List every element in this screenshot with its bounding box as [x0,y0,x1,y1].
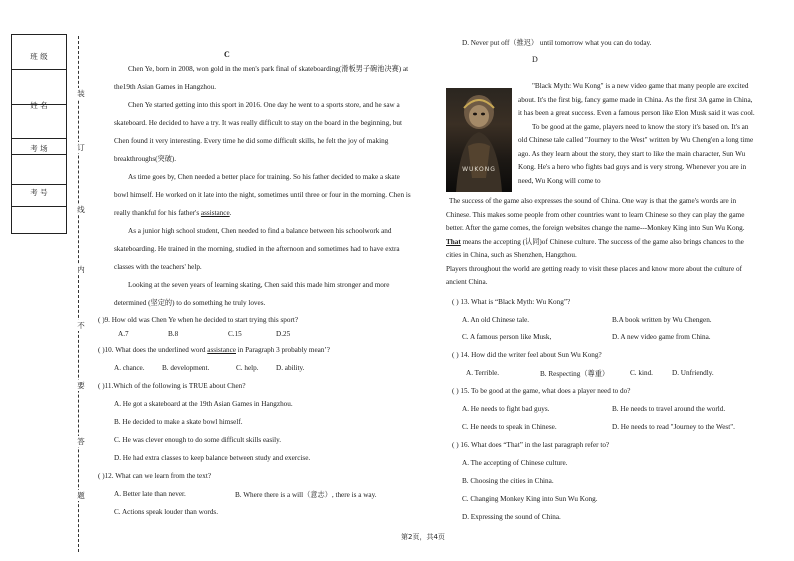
section-c-passage [114,60,412,312]
passage-paragraph: Players throughout the world are getting ready to visit these places and know more about the culture of ancient China. [446,264,743,286]
binding-char: 线 [75,204,87,215]
option[interactable]: C.15 [228,330,242,338]
option[interactable]: C. Actions speak louder than words. [114,508,219,516]
page-number: 第2页，共4页 [401,533,445,541]
question-12: ( )12. What can we learn from the text? [98,472,212,480]
passage-paragraph: As a junior high school student, Chen needed to find a balance between his schoolwork and skateboarding. He trained in the morning, studied in the afternoon and sometimes had to have extra classes with the teachers' help. [114,227,400,271]
section-c-heading: C [224,50,230,59]
option[interactable]: C. He was clever enough to do some difficult skills easily. [114,436,282,444]
option[interactable]: A. Better late than never. [114,490,186,498]
option[interactable]: D. Never put off（推迟） until tomorrow what you can do today. [462,39,652,47]
question-11: ( )11.Which of the following is TRUE about Chen? [98,382,246,390]
passage-paragraph: Chen Ye started getting into this sport in 2016. One day he went to a sports store, and he saw a skateboard. He decided to have a try. It was really difficult to stay on the board in the beginning, but Chen found it very interesting. Every time he did some difficult skills, he felt the joy of making breakthroughs(突破). [114,101,403,163]
exam-no-blank[interactable] [12,206,66,232]
question-16: ( ) 16. What does “That” in the last paragraph refer to? [452,441,610,449]
binding-char: 题 [75,490,87,501]
option[interactable]: C. Changing Monkey King into Sun Wu Kong. [462,495,598,503]
option[interactable]: B. He decided to make a skate bowl himself. [114,418,243,426]
option[interactable]: D.25 [276,330,291,338]
option[interactable]: B. Respecting（尊重） [540,370,610,378]
option[interactable]: A. chance. [114,364,145,372]
section-d-passage-bottom [446,195,758,290]
exam-room-row [12,123,66,155]
option[interactable]: A. An old Chinese tale. [462,316,530,324]
option[interactable]: D. Unfriendly. [672,369,714,377]
name-label: 姓 名 [30,101,48,110]
passage-paragraph: The success of the game also expresses the sound of China. One way is that the game's words are in Chinese. This makes some people from other countries want to learn Chinese so they can play the game better. After the game comes, the foreign websites change the name---Monkey King into Sun Wu Kong. [446,197,745,232]
option[interactable]: A. He got a skateboard at the 19th Asian Games in Hangzhou. [114,400,293,408]
game-poster-image [446,88,512,192]
option[interactable]: B. Where there is a will（意志）, there is a way. [235,491,377,499]
question-14: ( ) 14. How did the writer feel about Sun Wu Kong? [452,351,602,359]
binding-char: 内 [75,264,87,275]
option[interactable]: B. development. [162,364,210,372]
option[interactable]: A. Terrible. [466,369,500,377]
option[interactable]: A.7 [118,330,129,338]
passage-text: As time goes by, Chen needed a better place for training. So his father decided to make a skate bowl himself. He worked on it late into the night, sometimes until three or four in the morning. Chen is really thankful for his father's [114,173,411,217]
underlined-word: assistance [207,346,236,354]
passage-paragraph: As time goes by, Chen needed a better place for training. So his father decided to make a skate bowl himself. He worked on it late into the night, sometimes until three or four in the morning. Chen is really thankful for his father's assistance. [114,173,411,217]
poster-caption: WUKONG [462,166,496,173]
passage-paragraph: Chen Ye, born in 2008, won gold in the men's park final of skateboarding(滑板男子碗池决赛) at the19th Asian Games in Hangzhou. [114,65,409,91]
binding-char: 不 [75,320,87,331]
exam-room-label: 考 场 [30,144,48,153]
binding-char: 要 [75,380,87,391]
question-10: ( )10. What does the underlined word assistance in Paragraph 3 probably mean’? [98,346,331,354]
that-word: That [446,237,461,246]
option[interactable]: B. Choosing the cities in China. [462,477,554,485]
option[interactable]: A. The accepting of Chinese culture. [462,459,568,467]
underlined-word: assistance [200,209,230,217]
option[interactable]: C. He needs to speak in Chinese. [462,423,557,431]
exam-room-blank[interactable] [12,154,66,185]
student-info-box [11,34,67,234]
question-15: ( ) 15. To be good at the game, what does a player need to do? [452,387,631,395]
option[interactable]: C. A famous person like Musk, [462,333,552,341]
binding-char: 装 [75,88,87,99]
exam-no-label: 考 号 [30,188,48,197]
option[interactable]: A. He needs to fight bad guys. [462,405,550,413]
option[interactable]: B.A book written by Wu Chengen. [612,316,712,324]
passage-paragraph: "Black Myth: Wu Kong" is a new video game that many people are excited about. It's the first big, fancy game made in China. As the first 3A game in China, it has been a great success. Even a famous person like Elon Musk said it was cool. [518,82,755,117]
monkey-king-figure [446,88,512,192]
passage-paragraph: Looking at the seven years of learning skating, Chen said this made him stronger and more determined (坚定的) to do something he truly loves. [114,281,390,307]
passage-paragraph: That means the accepting (认同)of Chinese culture. The success of the game also brings chances to the cities in China, such as Shenzhen, Hangzhou. [446,237,744,259]
class-row [12,35,66,70]
binding-char: 答 [75,436,87,447]
section-d-heading: D [532,55,538,64]
option[interactable]: D. ability. [276,364,305,372]
option[interactable]: C. kind. [630,369,653,377]
option[interactable]: B.8 [168,330,179,338]
option[interactable]: D. He had extra classes to keep balance between study and exercise. [114,454,311,462]
binding-line [78,36,79,552]
option[interactable]: D. A new video game from China. [612,333,711,341]
passage-paragraph: To be good at the game, players need to know the story it's based on. It's an old Chinese tale called "Journey to the West" written by Wu Cheng'en a long time ago. As they learn about the story, they start to like the main character, Sun Wu Kong. He's a hero who fights bad guys and is very strong. Whenever you are in need, Wu Kong will come to [518,122,754,185]
question-13: ( ) 13. What is “Black Myth: Wu Kong”? [452,298,571,306]
question-9: ( )9. How old was Chen Ye when he decided to start trying this sport? [98,316,299,324]
option[interactable]: C. help. [236,364,259,372]
option[interactable]: D. Expressing the sound of China. [462,513,561,521]
binding-char: 订 [75,142,87,153]
option[interactable]: D. He needs to read "Journey to the West". [612,423,735,431]
section-d-passage-top [518,80,755,188]
exam-no-row [12,184,66,207]
option[interactable]: B. He needs to travel around the world. [612,405,726,413]
class-label: 班 级 [30,52,48,61]
